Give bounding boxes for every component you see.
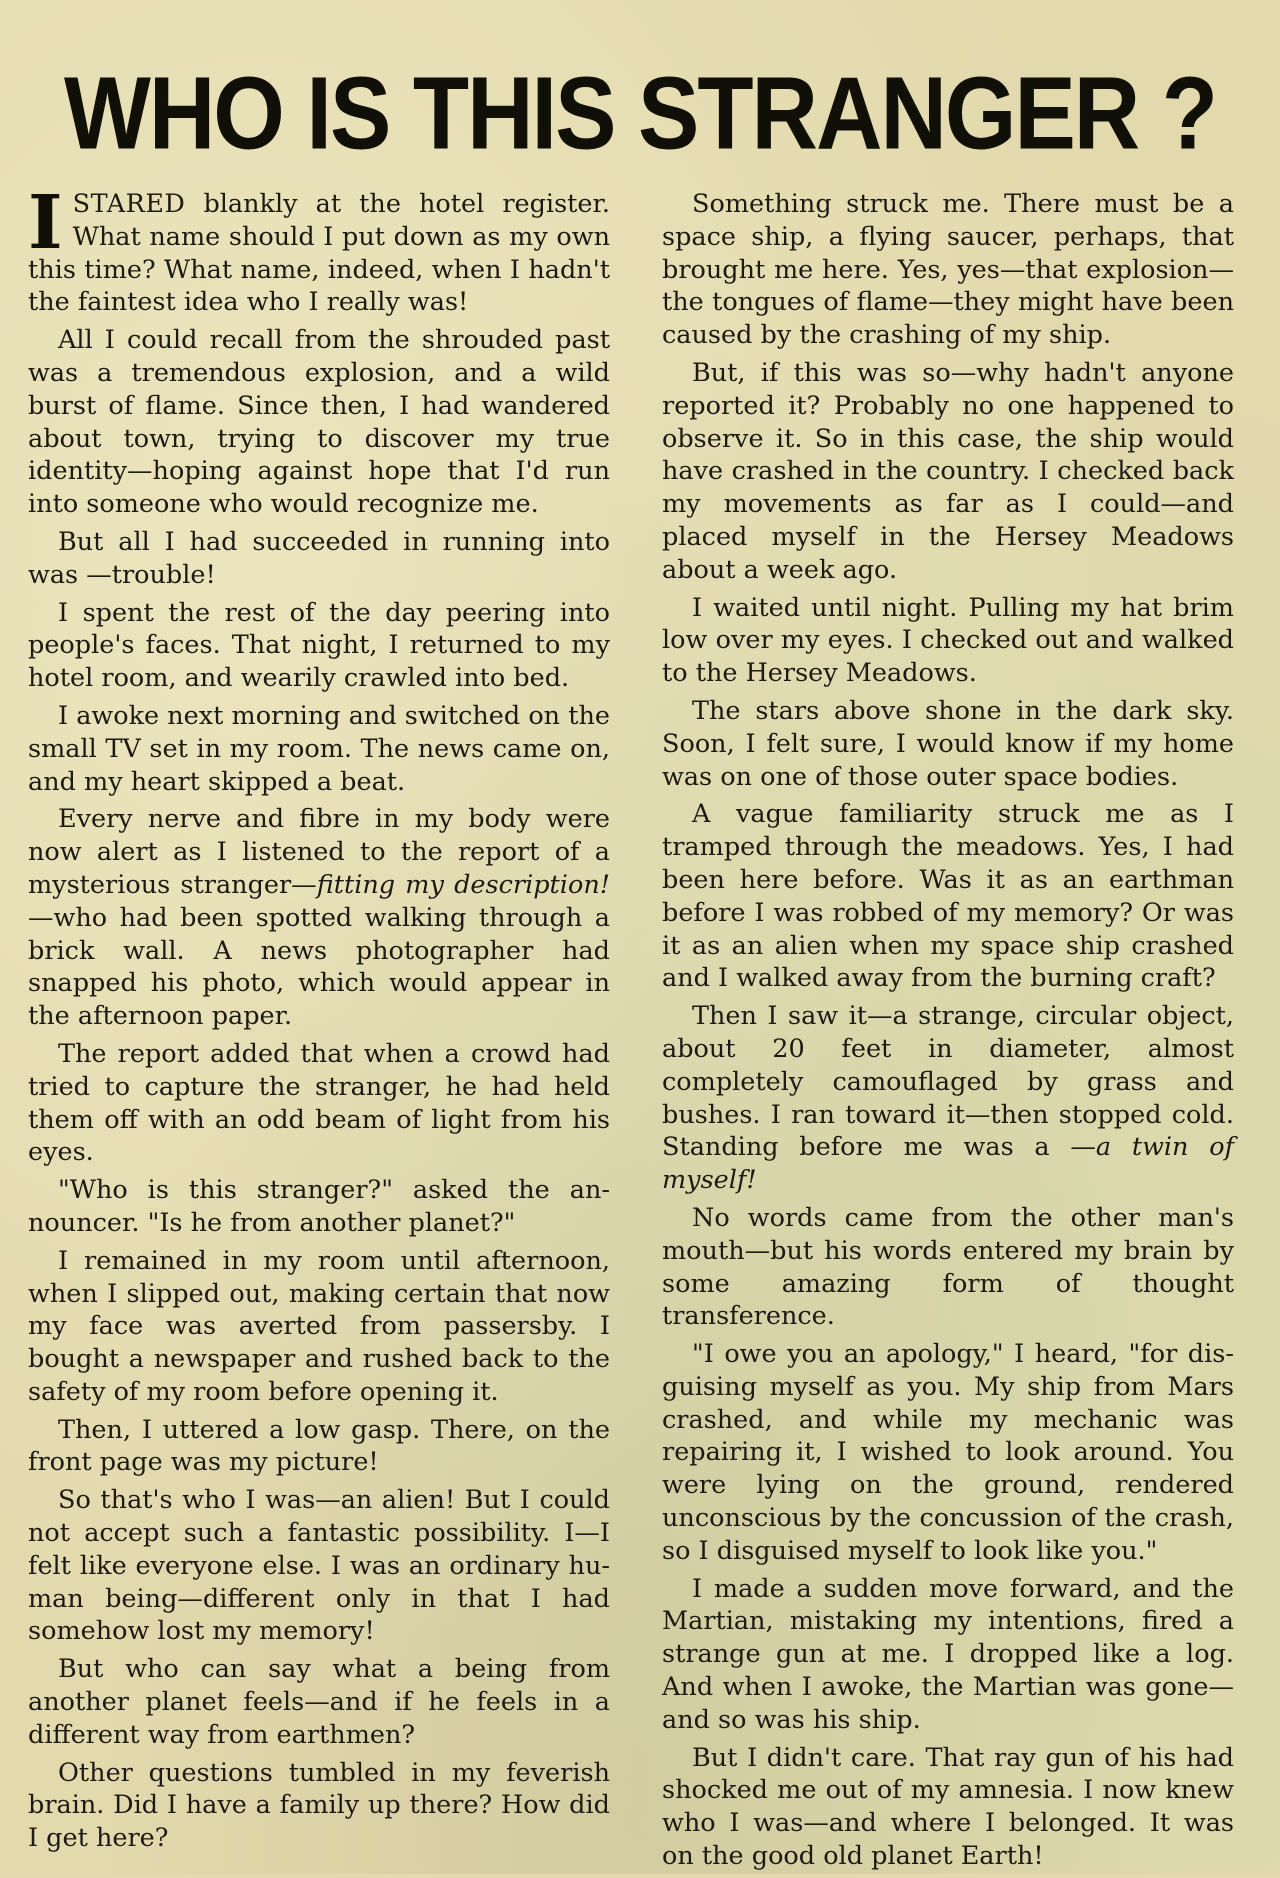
paragraph: But, if this was so—why hadn't anyone reported it? Probably no one happened to observe it. So in this case, the ship would have crashed in the country. I checked back my movements as far as I could—and placed myself in the Hersey Meadows about a week ago.	[662, 357, 1234, 585]
italic-text: —a twin of myself!	[662, 1132, 1235, 1196]
paragraph	[28, 180, 610, 319]
paragraph	[28, 803, 610, 1033]
paragraph: But who can say what a being from another planet feels—and if he feels in a different way from earthmen?	[28, 1654, 610, 1750]
paragraph: Something struck me. There must be a space ship, a flying saucer, perhaps, that brought me here. Yes, yes—that explosion—the tongues of flame—they might have been caused by the crashing of my ship.	[662, 189, 1234, 351]
paragraph: I waited until night. Pulling my hat brim low over my eyes. I checked out and walked to the Hersey Meadows.	[662, 592, 1234, 689]
paragraph-text: blankly at the hotel register. What name should I put down as my own this time? What name, indeed, when I hadn't the faintest idea who I really was!	[28, 189, 610, 318]
paragraph: The report added that when a crowd had tried to capture the stranger, he had held them off with an odd beam of light from his eyes.	[28, 1038, 610, 1168]
lead-word: STARED	[72, 189, 186, 219]
paragraph: I spent the rest of the day peering into people's faces. That night, I returned to my hotel room, and wearily crawled into bed.	[28, 597, 610, 694]
left-column	[28, 180, 610, 1860]
paragraph: Then, I uttered a low gasp. There, on the front page was my picture!	[28, 1414, 610, 1478]
paragraph: But all I had succeeded in running into was —trouble!	[28, 526, 610, 590]
story-title: WHO IS THIS STRANGER ?	[64, 56, 1216, 171]
paragraph	[662, 1000, 1234, 1197]
paragraph: The stars above shone in the dark sky. Soon, I felt sure, I would know if my home was on one of those outer space bodies.	[662, 695, 1234, 792]
paragraph: "I owe you an apology," I heard, "for disguising myself as you. My ship from Mars crashed, and while my mechanic was repairing it, I wished to look around. You were lying on the ground, rendered unconscious by the concussion of the crash, so I disguised myself to look like you."	[662, 1339, 1234, 1566]
right-column	[662, 188, 1234, 1878]
paragraph: A vague familiarity struck me as I tramped through the meadows. Yes, I had been here before. Was it as an earthman before I was robbed of my memory? Or was it as an alien when my space ship crashed and I walked away from the burning craft?	[662, 799, 1234, 994]
paragraph-text: —who had been spotted walking through a brick wall. A news photographer had snapped his photo, which would appear in the afternoon paper.	[28, 902, 610, 1032]
paragraph: "Who is this stranger?" asked the announcer. "Is he from another planet?"	[28, 1175, 610, 1238]
paragraph: I remained in my room until afternoon, when I slipped out, making certain that now my face was averted from passersby. I bought a newspaper and rushed back to the safety of my room before opening it.	[28, 1245, 610, 1407]
drop-cap: I	[28, 180, 63, 266]
paragraph: Other questions tumbled in my feverish brain. Did I have a family up there? How did I get here?	[28, 1757, 610, 1854]
paragraph: I awoke next morning and switched on the small TV set in my room. The news came on, and my heart skipped a beat.	[28, 700, 610, 797]
paragraph-text: Then I saw it—a strange, circular object, about 20 feet in diameter, almost completely camouflaged by grass and bushes. I ran toward it—then stopped cold. Standing before me was a	[662, 1001, 1234, 1163]
paragraph: No words came from the other man's mouth—but his words entered my brain by some amazing form of thought transference.	[662, 1202, 1234, 1332]
paragraph: But I didn't care. That ray gun of his had shocked me out of my amnesia. I now knew who I was—and where I belonged. It was on the good old planet Earth!	[662, 1742, 1234, 1872]
paragraph: I made a sudden move forward, and the Martian, mistaking my intentions, fired a strange gun at me. I dropped like a log. And when I awoke, the Martian was gone—and so was his ship.	[662, 1573, 1234, 1735]
italic-text: fitting my description!	[316, 869, 610, 900]
paragraph: All I could recall from the shrouded past was a tremendous explosion, and a wild burst of flame. Since then, I had wandered about town, trying to discover my true identity—hoping against hope that I'd run into someone who would recognize me.	[28, 325, 610, 520]
paragraph-text: Every nerve and fibre in my body were now alert as I listened to the report of a mysterious stranger—	[28, 804, 610, 900]
paragraph: So that's who I was—an alien! But I could not accept such a fantastic possibility. I—I felt like everyone else. I was an ordinary human being—different only in that I had somehow lost my memory!	[28, 1485, 610, 1647]
